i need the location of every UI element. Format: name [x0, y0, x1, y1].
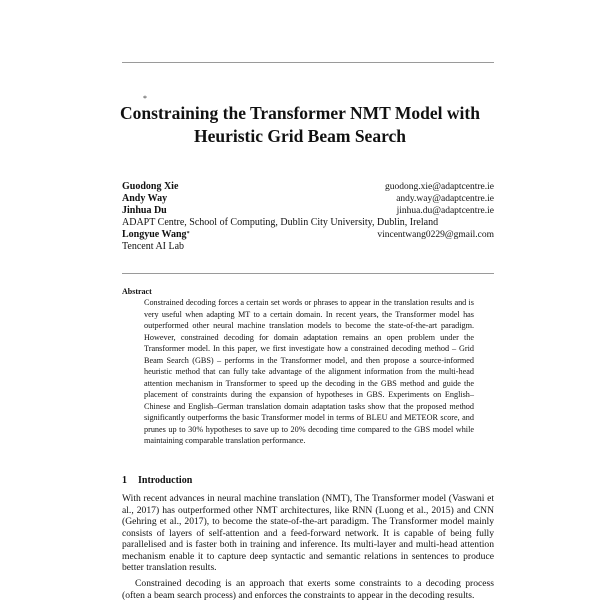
top-rule — [122, 62, 494, 63]
author-row — [122, 181, 494, 193]
section-number: 1 — [122, 475, 127, 486]
author-email[interactable]: guodong.xie@adaptcentre.ie — [385, 182, 494, 192]
author-row — [122, 205, 494, 217]
author-email[interactable]: andy.way@adaptcentre.ie — [396, 194, 494, 204]
intro-paragraph: With recent advances in neural machine translation (NMT), The Transformer model (Vaswani et al., 2017) has outperformed other NMT architectures, like RNN (Luong et al., 2015) and CNN (Gehring et al., 2017), to become the state-of-the-art paradigm. The Transformer model mainly consists of layers of self-attention and a feed-forward network. It is capable of being fully parallelised and is faster both in training and inference. Its multi-layer and multi-head attention mechanism enable it to capture deep syntactic and semantic relations in sentences to produce better translation results. — [122, 493, 494, 573]
section-title: Introduction — [138, 475, 193, 486]
author-email[interactable]: vincentwang0229@gmail.com — [377, 230, 494, 240]
author-name: Andy Way — [122, 193, 168, 204]
author-name — [122, 229, 190, 241]
author-row — [122, 193, 494, 205]
footnote-marker: * — [143, 94, 147, 103]
affiliation-tencent: Tencent AI Lab — [122, 241, 185, 252]
abstract-heading: Abstract — [122, 287, 152, 296]
abstract-body: Constrained decoding forces a certain set words or phrases to appear in the translation results and is very useful when adapting MT to a certain domain. In recent years, the Transformer model has outperformed other neural machine translation models to become the state-of-the-art paradigm. However, constrained decoding for domain adaptation remains an open problem under the Transformer model. In this paper, we first investigate how a constrained decoding method – Grid Beam Search (GBS) – performs in the Transformer model, and then propose a source-informed heuristic method that can fully take advantage of the alignment information from the multi-head attention mechanism in Transformer to speed up the decoding in the GBS method and guide the placement of constraints during the expansion of hypotheses in GBS. Experiments on English–Chinese and English–German translation domain adaptation tasks show that the proposed method significantly outperforms the basic Transformer model in terms of BLEU and METEOR score, and prunes up to 30% hypotheses to save up to 20% decoding time compared to the GBS model while maintaining comparable translation performance. — [144, 298, 474, 445]
author-name: Guodong Xie — [122, 181, 179, 192]
intro-paragraph: Constrained decoding is an approach that exerts some constraints to a decoding process (often a beam search process) and enforces the constraints to appear in the decoding results. — [122, 578, 494, 601]
affiliation-adapt: ADAPT Centre, School of Computing, Dublin City University, Dublin, Ireland — [122, 217, 439, 228]
author-name-text: Longyue Wang — [122, 229, 187, 240]
author-name: Jinhua Du — [122, 205, 167, 216]
paper-title-line-2: Heuristic Grid Beam Search — [193, 126, 407, 146]
abstract-rule — [122, 273, 494, 274]
section-heading — [122, 475, 192, 486]
author-email[interactable]: jinhua.du@adaptcentre.ie — [396, 206, 494, 216]
author-row — [122, 229, 494, 241]
paper-title-line-1: Constraining the Transformer NMT Model with — [120, 103, 480, 123]
author-marker: * — [186, 231, 190, 237]
